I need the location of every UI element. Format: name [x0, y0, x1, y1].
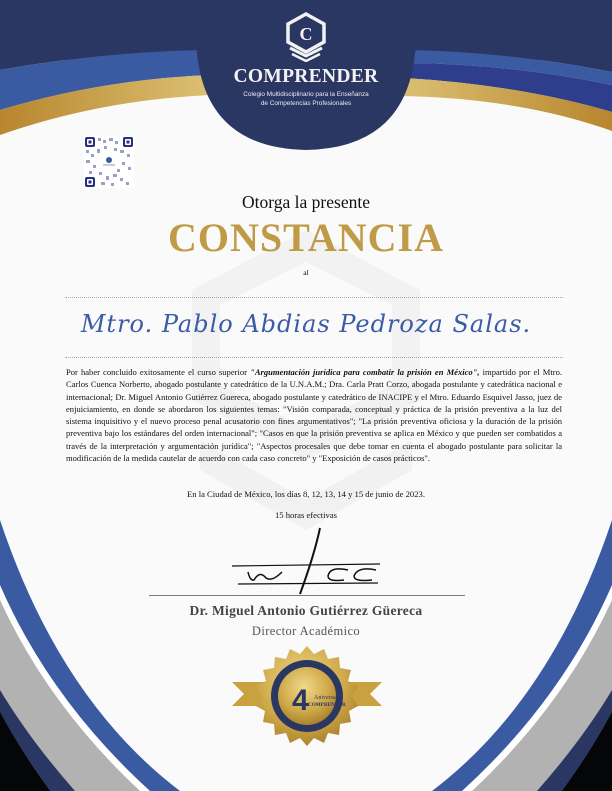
certificate-to: al	[303, 268, 309, 277]
seal-number: 4	[292, 684, 309, 717]
brand-subtitle-line-1: Colegio Multidisciplinario para la Enseñanza	[243, 91, 369, 98]
course-name: "Argumentación jurídica para combatir la prisión en México",	[250, 367, 480, 377]
place-date: En la Ciudad de México, los días 8, 12, 13, 14 y 15 de junio de 2023.	[187, 489, 425, 499]
recipient-name: Mtro. Pablo Abdias Pedroza Salas.	[80, 310, 532, 338]
divider-bottom	[65, 357, 563, 358]
brand-name: COMPRENDER	[233, 66, 379, 87]
seal-line-1: Aniversario	[314, 695, 343, 701]
body-details: impartido por el Mtro. Carlos Cuenca Norberto, abogado postulante y catedrático de la U.N.A.M.; Dra. Carla Pratt Corzo, abogada postulante y catedrática nacional e internacional; Dr. Miguel Antonio Gutiérrez Guereca, abogado postulante y catedrático de INACIPE y el Mtro. Eduardo Esquivel Jasso, juez de enjuiciamiento, en donde se abordaron los siguientes temas: "Visión comparada, conceptual y práctica de la prisión preventiva a la luz del sistema inquisitivo y el nuevo proceso penal acusatorio con fines argumentativos"; "La prisión preventiva oficiosa y la duración de la prisión preventiva bajo los estándares del orden internacional"; "Casos en que la prisión preventiva se aplica en México y que pueden ser combatidos a través de la interpretación y argumentación jurídica"; "Aspectos procesales que debe tomar en cuenta el abogado postulante para solicitar la modificación de la medida cautelar de acuerdo con cada caso concreto" y "Exposición de casos prácticos".	[66, 367, 563, 463]
brand-subtitle-line-2: de Competencias Profesionales	[260, 100, 352, 107]
signature-image	[230, 526, 385, 596]
brand-subtitle	[206, 90, 406, 108]
certificate-intro: Otorga la presente	[242, 192, 370, 212]
certificate-body	[66, 366, 562, 464]
signature-line	[149, 595, 465, 596]
signer-role: Director Académico	[251, 624, 361, 638]
divider-top	[65, 297, 563, 298]
effective-hours: 15 horas efectivas	[274, 510, 338, 520]
certificate-title: CONSTANCIA	[168, 215, 444, 260]
qr-code-icon[interactable]	[84, 136, 134, 188]
header-logo	[206, 0, 406, 130]
seal-line-2: COMPRENDER	[308, 702, 346, 708]
signer-name: Dr. Miguel Antonio Gutiérrez Güereca	[189, 603, 423, 618]
body-prefix: Por haber concluido exitosamente el curso superior	[66, 367, 251, 377]
svg-text:C: C	[299, 24, 313, 44]
hexagon-c-book-icon	[284, 12, 328, 62]
anniversary-seal-icon	[222, 644, 392, 754]
